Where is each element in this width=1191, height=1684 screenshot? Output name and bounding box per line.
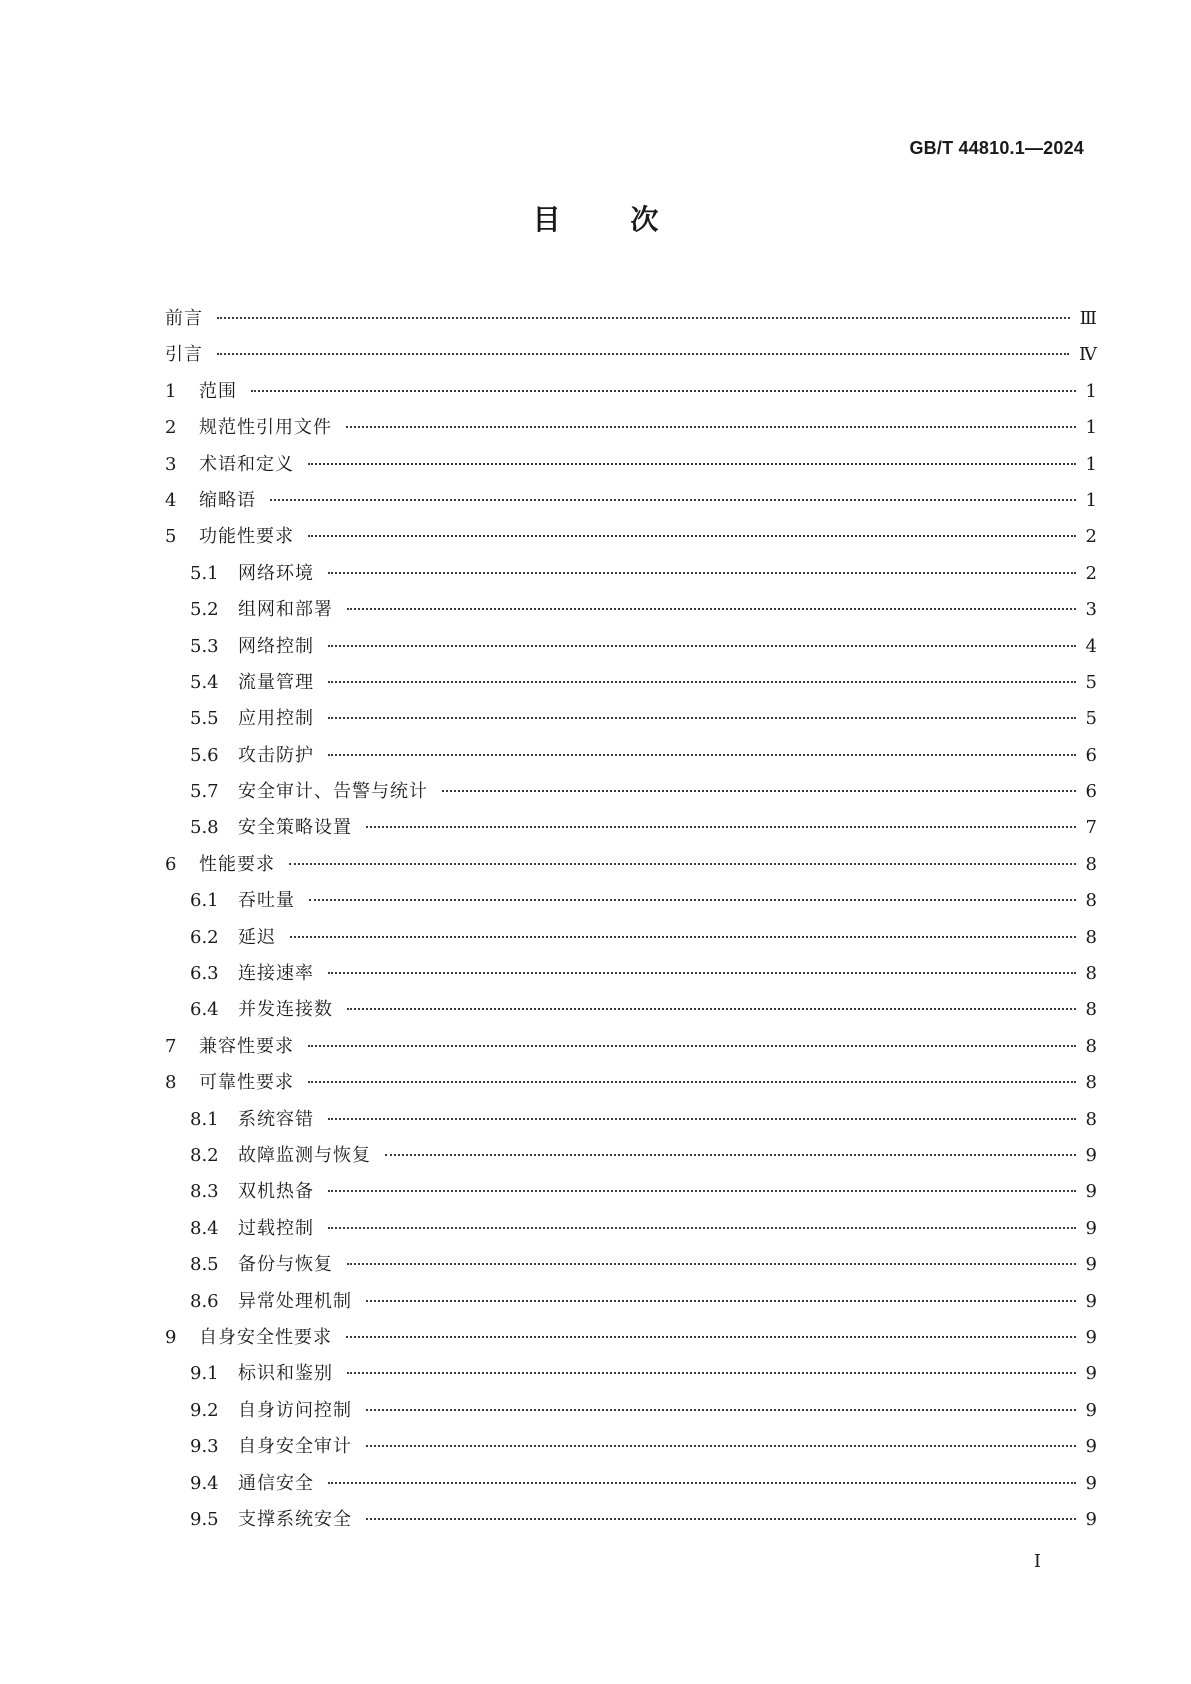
toc-entry-page: 2 xyxy=(1085,526,1097,548)
toc-dot-leader xyxy=(308,1045,1076,1047)
toc-entry[interactable] xyxy=(165,1174,1097,1210)
toc-entry-title: 规范性引用文件 xyxy=(199,417,332,439)
toc-entry-number: 9.5 xyxy=(190,1508,219,1530)
toc-entry-title: 系统容错 xyxy=(238,1108,314,1130)
toc-entry-title: 流量管理 xyxy=(238,671,314,693)
toc-entry-number: 5.4 xyxy=(190,671,219,693)
toc-entry[interactable] xyxy=(165,410,1097,446)
toc-dot-leader xyxy=(328,972,1076,974)
toc-entry-title: 备份与恢复 xyxy=(238,1254,333,1276)
toc-entry[interactable] xyxy=(165,556,1097,592)
toc-entry-page: 6 xyxy=(1085,781,1097,803)
toc-dot-leader xyxy=(347,608,1076,610)
toc-entry[interactable] xyxy=(165,847,1097,883)
toc-dot-leader xyxy=(328,717,1076,719)
toc-dot-leader xyxy=(308,535,1076,537)
toc-entry[interactable] xyxy=(165,483,1097,519)
toc-entry-title: 双机热备 xyxy=(238,1181,314,1203)
toc-dot-leader xyxy=(328,1190,1076,1192)
toc-dot-leader xyxy=(366,826,1076,828)
toc-entry-number: 5.2 xyxy=(190,599,219,621)
toc-entry-page: 8 xyxy=(1085,999,1097,1021)
toc-entry-number: 5.5 xyxy=(190,708,219,730)
toc-entry-number: 5.1 xyxy=(190,562,219,584)
toc-entry[interactable] xyxy=(165,774,1097,810)
toc-entry-number: 6.2 xyxy=(190,926,219,948)
toc-dot-leader xyxy=(217,317,1070,319)
toc-entry-number: 9 xyxy=(165,1326,177,1348)
toc-entry-title: 标识和鉴别 xyxy=(238,1363,333,1385)
toc-entry[interactable] xyxy=(165,1466,1097,1502)
toc-entry-number: 5.7 xyxy=(190,781,219,803)
toc-entry-title: 组网和部署 xyxy=(238,599,333,621)
toc-entry-page: 9 xyxy=(1085,1472,1097,1494)
toc-entry[interactable] xyxy=(165,1393,1097,1429)
toc-entry-title: 并发连接数 xyxy=(238,999,333,1021)
toc-entry[interactable] xyxy=(165,1065,1097,1101)
toc-entry-number: 4 xyxy=(165,489,177,511)
toc-entry-page: 3 xyxy=(1085,599,1097,621)
toc-entry-number: 6.3 xyxy=(190,963,219,985)
toc-entry-number: 8.3 xyxy=(190,1181,219,1203)
toc-entry-page: 1 xyxy=(1085,453,1097,475)
standard-code: GB/T 44810.1—2024 xyxy=(909,138,1084,158)
toc-dot-leader xyxy=(328,1227,1076,1229)
toc-dot-leader xyxy=(251,390,1076,392)
toc-entry-page: 9 xyxy=(1085,1144,1097,1166)
toc-dot-leader xyxy=(385,1154,1076,1156)
toc-entry-title: 安全策略设置 xyxy=(238,817,352,839)
toc-entry-number: 9.3 xyxy=(190,1436,219,1458)
toc-entry-page: 8 xyxy=(1085,853,1097,875)
toc-entry-page: 9 xyxy=(1085,1181,1097,1203)
toc-entry-page: 8 xyxy=(1085,1072,1097,1094)
toc-entry[interactable] xyxy=(165,447,1097,483)
toc-entry-number: 8.1 xyxy=(190,1108,219,1130)
toc-entry-title: 吞吐量 xyxy=(238,890,295,912)
toc-entry-title: 延迟 xyxy=(238,926,276,948)
toc-entry-number: 7 xyxy=(165,1035,177,1057)
toc-entry[interactable] xyxy=(165,1102,1097,1138)
toc-entry-page: 9 xyxy=(1085,1508,1097,1530)
toc-entry-title: 前言 xyxy=(165,308,203,329)
toc-entry[interactable] xyxy=(165,629,1097,665)
toc-entry-title: 支撑系统安全 xyxy=(238,1508,352,1530)
toc-entry-number: 2 xyxy=(165,417,177,439)
toc-entry-number: 8.5 xyxy=(190,1254,219,1276)
page-number: Ⅰ xyxy=(1033,1551,1041,1572)
toc-dot-leader xyxy=(347,1008,1076,1010)
toc-dot-leader xyxy=(290,936,1076,938)
toc-entry-number: 9.2 xyxy=(190,1399,219,1421)
toc-entry[interactable] xyxy=(165,337,1097,373)
toc-entry-number: 6.1 xyxy=(190,890,219,912)
toc-entry-title: 网络控制 xyxy=(238,635,314,657)
toc-entry[interactable] xyxy=(165,592,1097,628)
toc-dot-leader xyxy=(366,1445,1076,1447)
toc-entry-page: 1 xyxy=(1085,380,1097,402)
toc-entry-title: 网络环境 xyxy=(238,562,314,584)
toc-entry-title: 自身安全性要求 xyxy=(199,1326,332,1348)
toc-entry-page: 9 xyxy=(1085,1399,1097,1421)
toc-entry-number: 8.4 xyxy=(190,1217,219,1239)
toc-entry-page: 2 xyxy=(1085,562,1097,584)
toc-entry-page: 8 xyxy=(1085,926,1097,948)
toc-entry-title: 性能要求 xyxy=(199,853,275,875)
toc-dot-leader xyxy=(346,1336,1076,1338)
toc-entry-title: 可靠性要求 xyxy=(199,1072,294,1094)
toc-dot-leader xyxy=(217,353,1069,355)
toc-entry-page: 5 xyxy=(1085,671,1097,693)
toc-entry-title: 过载控制 xyxy=(238,1217,314,1239)
toc-entry[interactable] xyxy=(165,665,1097,701)
toc-dot-leader xyxy=(366,1409,1076,1411)
toc-entry-title: 兼容性要求 xyxy=(199,1035,294,1057)
toc-entry[interactable] xyxy=(165,1029,1097,1065)
toc-dot-leader xyxy=(328,681,1076,683)
toc-entry[interactable] xyxy=(165,1356,1097,1392)
toc-entry-number: 1 xyxy=(165,380,177,402)
toc-entry-page: Ⅳ xyxy=(1079,344,1097,366)
toc-entry-number: 9.4 xyxy=(190,1472,219,1494)
toc-entry-title: 范围 xyxy=(199,380,237,402)
toc-entry-page: 9 xyxy=(1085,1254,1097,1276)
toc-entry-page: 9 xyxy=(1085,1290,1097,1312)
toc-entry-page: 8 xyxy=(1085,890,1097,912)
toc-entry[interactable] xyxy=(165,1429,1097,1465)
toc-entry[interactable] xyxy=(165,301,1097,337)
toc-entry-title: 缩略语 xyxy=(199,489,256,511)
toc-entry[interactable] xyxy=(165,701,1097,737)
toc-entry-page: 1 xyxy=(1085,489,1097,511)
toc-entry[interactable] xyxy=(165,1320,1097,1356)
toc-entry-number: 8 xyxy=(165,1072,177,1094)
toc-dot-leader xyxy=(309,899,1076,901)
toc-dot-leader xyxy=(346,426,1076,428)
toc-entry[interactable] xyxy=(165,1138,1097,1174)
toc-entry-number: 3 xyxy=(165,453,177,475)
toc-dot-leader xyxy=(308,463,1076,465)
toc-entry-page: 9 xyxy=(1085,1363,1097,1385)
toc-entry-title: 连接速率 xyxy=(238,963,314,985)
toc-entry-page: 9 xyxy=(1085,1436,1097,1458)
toc-entry-title: 功能性要求 xyxy=(199,526,294,548)
toc-entry-page: 4 xyxy=(1085,635,1097,657)
toc-dot-leader xyxy=(270,499,1076,501)
toc-entry-title: 自身安全审计 xyxy=(238,1436,352,1458)
toc-dot-leader xyxy=(328,1482,1076,1484)
toc-dot-leader xyxy=(328,645,1076,647)
toc-entry-title: 故障监测与恢复 xyxy=(238,1144,371,1166)
toc-entry-page: 1 xyxy=(1085,417,1097,439)
toc-dot-leader xyxy=(442,790,1076,792)
toc-entry[interactable] xyxy=(165,1211,1097,1247)
toc-entry[interactable] xyxy=(165,956,1097,992)
toc-entry[interactable] xyxy=(165,1284,1097,1320)
toc-entry-number: 6 xyxy=(165,853,177,875)
toc-entry-number: 5.6 xyxy=(190,744,219,766)
toc-entry[interactable] xyxy=(165,810,1097,846)
toc-entry-title: 引言 xyxy=(165,344,203,366)
toc-entry-title: 应用控制 xyxy=(238,708,314,730)
toc-dot-leader xyxy=(328,754,1076,756)
toc-dot-leader xyxy=(347,1263,1076,1265)
toc-entry-title: 通信安全 xyxy=(238,1472,314,1494)
toc-entry-page: 6 xyxy=(1085,744,1097,766)
toc-entry-page: 7 xyxy=(1085,817,1097,839)
toc-entry-title: 攻击防护 xyxy=(238,744,314,766)
toc-entry-title: 术语和定义 xyxy=(199,453,294,475)
toc-entry-number: 5.8 xyxy=(190,817,219,839)
toc-dot-leader xyxy=(366,1518,1076,1520)
toc-entry[interactable] xyxy=(165,374,1097,410)
toc-entry-title: 安全审计、告警与统计 xyxy=(238,781,428,803)
toc-entry-page: 8 xyxy=(1085,1035,1097,1057)
toc-dot-leader xyxy=(289,863,1076,865)
toc-dot-leader xyxy=(347,1372,1076,1374)
toc-entry-number: 8.2 xyxy=(190,1144,219,1166)
toc-entry-page: 8 xyxy=(1085,1108,1097,1130)
table-of-contents xyxy=(165,301,1097,1538)
toc-entry-page: 5 xyxy=(1085,708,1097,730)
toc-entry-page: 9 xyxy=(1085,1217,1097,1239)
toc-entry-number: 5 xyxy=(165,526,177,548)
toc-dot-leader xyxy=(328,572,1076,574)
toc-dot-leader xyxy=(328,1118,1076,1120)
toc-entry-title: 自身访问控制 xyxy=(238,1399,352,1421)
toc-entry-number: 9.1 xyxy=(190,1363,219,1385)
toc-entry[interactable] xyxy=(165,883,1097,919)
toc-entry-page: 9 xyxy=(1085,1326,1097,1348)
toc-entry[interactable] xyxy=(165,992,1097,1028)
toc-entry[interactable] xyxy=(165,1502,1097,1538)
toc-entry-title: 异常处理机制 xyxy=(238,1290,352,1312)
toc-entry-number: 6.4 xyxy=(190,999,219,1021)
toc-entry[interactable] xyxy=(165,738,1097,774)
toc-dot-leader xyxy=(366,1300,1076,1302)
toc-entry-number: 5.3 xyxy=(190,635,219,657)
toc-entry-number: 8.6 xyxy=(190,1290,219,1312)
toc-entry-page: Ⅲ xyxy=(1079,308,1097,329)
toc-title: 目 次 xyxy=(532,203,659,236)
toc-entry[interactable] xyxy=(165,1247,1097,1283)
toc-dot-leader xyxy=(308,1081,1076,1083)
toc-entry-page: 8 xyxy=(1085,963,1097,985)
toc-entry[interactable] xyxy=(165,519,1097,555)
toc-entry[interactable] xyxy=(165,920,1097,956)
